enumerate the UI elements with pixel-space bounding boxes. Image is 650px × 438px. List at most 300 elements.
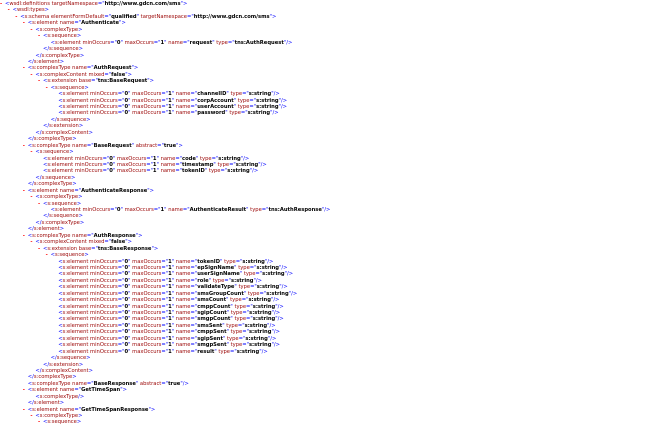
tag-bracket-close: /> xyxy=(273,91,280,98)
attribute-name: name xyxy=(160,161,176,168)
tag-name: s:complexContent xyxy=(41,367,89,374)
xml-tag-content: <s:element name="AuthenticateResponse"> xyxy=(27,187,154,194)
attribute-name: name xyxy=(72,380,87,387)
attribute-name: minOccurs xyxy=(90,342,118,349)
tag-bracket-close: > xyxy=(44,7,50,14)
xml-tag-content: <s:complexType name="AuthRequest"> xyxy=(27,65,139,72)
attribute-name: maxOccurs xyxy=(132,342,162,349)
attribute-value: s:string xyxy=(227,168,250,175)
tag-bracket-open: </ xyxy=(43,213,50,220)
attribute-value: 0 xyxy=(124,290,129,297)
tag-bracket-close: > xyxy=(84,84,89,91)
tag-bracket-open: </ xyxy=(27,400,34,407)
collapse-toggle[interactable]: - xyxy=(7,7,10,14)
attribute-value: s:string xyxy=(218,155,241,162)
attribute-value: qualified xyxy=(111,13,137,20)
tag-name: s:complexType xyxy=(32,142,71,149)
tag-bracket-open: </ xyxy=(43,123,50,130)
tag-bracket-open: < xyxy=(58,104,63,110)
tag-bracket-close: /> xyxy=(252,168,259,175)
tag-bracket-open: </ xyxy=(35,52,42,59)
tag-bracket-close: > xyxy=(72,181,77,188)
tag-name: s:sequence xyxy=(54,84,85,91)
tag-bracket-close: > xyxy=(76,200,82,207)
attribute-name: minOccurs xyxy=(90,91,118,98)
attribute-name: base xyxy=(78,78,92,85)
attribute-name: name xyxy=(59,406,75,413)
attribute-name: type xyxy=(230,329,243,336)
tag-name: s:sequence xyxy=(41,174,71,181)
tag-bracket-close: > xyxy=(78,213,83,220)
tag-name: s:element xyxy=(62,297,89,304)
collapse-toggle[interactable]: - xyxy=(22,232,25,239)
attribute-value: tns:BaseResponse xyxy=(97,245,152,252)
tag-bracket-open: < xyxy=(50,39,55,46)
xml-tag-content: <s:element minOccurs="0" maxOccurs="1" name="smgpCount" type="s:string"/> xyxy=(58,316,284,323)
attribute-name: type xyxy=(230,342,243,349)
tag-bracket-open: < xyxy=(27,387,33,394)
tag-name: s:element xyxy=(62,329,89,336)
tag-name: s:sequence xyxy=(47,200,77,207)
attribute-value: smgpSent xyxy=(197,342,227,349)
tag-name: s:sequence xyxy=(39,149,70,156)
tag-bracket-close: /> xyxy=(280,104,288,110)
collapse-toggle[interactable]: - xyxy=(22,187,25,194)
attribute-value: s:string xyxy=(248,329,272,336)
tag-bracket-close: > xyxy=(86,116,91,123)
attribute-name: maxOccurs xyxy=(132,110,162,117)
attribute-name: type xyxy=(217,161,230,168)
tag-bracket-close: > xyxy=(133,65,139,72)
attribute-value: 0 xyxy=(124,110,129,117)
attribute-value: GetTimeSpan xyxy=(81,387,121,394)
attribute-value: 1 xyxy=(168,303,172,310)
tag-bracket-open: </ xyxy=(43,361,50,368)
tag-name: s:element xyxy=(62,310,89,316)
collapse-toggle[interactable]: - xyxy=(22,20,25,27)
attribute-value: 1 xyxy=(168,310,172,316)
collapse-toggle[interactable]: - xyxy=(30,149,33,156)
attribute-value: s:string xyxy=(256,284,280,291)
collapse-toggle[interactable]: - xyxy=(22,142,25,149)
attribute-name: maxOccurs xyxy=(132,310,162,316)
attribute-value: 0 xyxy=(124,316,129,323)
attribute-name: minOccurs xyxy=(74,155,103,162)
tag-bracket-close: > xyxy=(76,419,82,426)
attribute-name: minOccurs xyxy=(90,348,118,355)
attribute-value: 0 xyxy=(124,97,129,104)
attribute-name: maxOccurs xyxy=(132,316,162,323)
attribute-value: s:string xyxy=(236,348,260,355)
tag-name: s:element xyxy=(62,290,89,297)
attribute-name: name xyxy=(175,310,191,316)
attribute-value: 1 xyxy=(168,316,172,323)
tag-bracket-close: > xyxy=(149,187,154,194)
xml-tag-content: <s:extension base="tns:BaseRequest"> xyxy=(43,78,155,85)
collapse-toggle[interactable]: - xyxy=(30,413,33,419)
tag-bracket-open: </ xyxy=(35,174,42,181)
attribute-name: type xyxy=(227,335,239,342)
tag-bracket-open: < xyxy=(27,380,33,387)
tag-name: s:element xyxy=(33,58,60,65)
attribute-value: 1 xyxy=(152,168,157,175)
tag-bracket-open: </ xyxy=(27,58,34,65)
attribute-name: maxOccurs xyxy=(116,168,147,175)
attribute-value: 1 xyxy=(152,161,157,168)
tag-name: s:complexContent xyxy=(39,71,87,78)
tag-bracket-close: > xyxy=(78,123,84,130)
attribute-name: minOccurs xyxy=(90,258,118,265)
attribute-name: type xyxy=(218,348,230,355)
tag-bracket-open: </ xyxy=(50,355,57,362)
xml-tag-content: <s:complexContent mixed="false"> xyxy=(35,239,133,246)
tag-bracket-close: /> xyxy=(182,380,189,387)
xml-tag-content: <s:element minOccurs="0" maxOccurs="1" name="sgipCount" type="s:string"/> xyxy=(58,310,281,316)
attribute-name: name xyxy=(168,207,183,213)
tag-bracket-close: /> xyxy=(287,271,294,278)
tag-bracket-close: > xyxy=(149,78,155,85)
attribute-value: s:string xyxy=(231,277,254,284)
attribute-value: 1 xyxy=(168,277,172,284)
tag-bracket-open: < xyxy=(12,7,17,14)
tag-name: s:element xyxy=(33,226,60,233)
attribute-name: minOccurs xyxy=(90,322,118,329)
attribute-value: 0 xyxy=(116,39,121,46)
tag-bracket-open: < xyxy=(58,91,63,98)
attribute-name: name xyxy=(59,187,75,194)
tag-bracket-close: > xyxy=(88,367,93,374)
collapse-toggle[interactable]: - xyxy=(45,84,48,91)
attribute-value: 1 xyxy=(168,284,172,291)
xml-tag-content: <s:complexContent mixed="false"> xyxy=(35,71,133,78)
tag-name: s:extension xyxy=(49,123,79,130)
tag-name: s:extension xyxy=(47,78,78,85)
xml-tag-content: <s:extension base="tns:BaseResponse"> xyxy=(43,245,159,252)
attribute-value: s:string xyxy=(235,161,259,168)
tag-bracket-open: < xyxy=(35,194,40,201)
attribute-value: epSignName xyxy=(197,264,235,271)
attribute-value: 0 xyxy=(116,207,121,213)
attribute-value: s:string xyxy=(262,271,285,278)
tag-name: s:element xyxy=(54,39,81,46)
collapse-toggle[interactable]: - xyxy=(22,387,25,394)
tag-bracket-open: </ xyxy=(27,181,34,188)
tag-bracket-open: < xyxy=(58,348,63,355)
attribute-value: 1 xyxy=(168,348,172,355)
tag-name: s:element xyxy=(62,322,89,329)
attribute-name: maxOccurs xyxy=(124,207,154,213)
collapse-toggle[interactable]: - xyxy=(38,78,41,85)
attribute-value: http://www.gdcn.com/sms xyxy=(193,13,270,20)
tag-bracket-close: > xyxy=(76,33,82,40)
tag-bracket-open: < xyxy=(58,297,63,304)
attribute-name: name xyxy=(175,110,191,117)
xml-tag-content: <s:element minOccurs="0" maxOccurs="1" name="smgpSent" type="s:string"/> xyxy=(58,342,280,349)
attribute-name: type xyxy=(243,271,256,278)
tag-bracket-close: > xyxy=(122,387,127,394)
collapse-toggle[interactable]: - xyxy=(22,406,25,413)
attribute-value: Authenticate xyxy=(81,20,120,27)
attribute-name: name xyxy=(175,290,191,297)
tag-name: s:complexType xyxy=(32,232,71,239)
attribute-value: 0 xyxy=(124,104,129,110)
collapse-toggle[interactable]: - xyxy=(38,245,41,252)
tag-bracket-open: < xyxy=(50,84,55,91)
collapse-toggle[interactable]: - xyxy=(0,1,3,7)
attribute-value: smgpCount xyxy=(197,316,231,323)
xml-tag-content: <s:schema elementFormDefault="qualified" targetNamespace="http://www.gdcn.com/sms"> xyxy=(20,13,277,20)
tag-name: s:complexType xyxy=(39,26,79,33)
attribute-value: s:string xyxy=(248,297,271,304)
attribute-value: timestamp xyxy=(182,161,214,168)
attribute-name: type xyxy=(216,39,228,46)
tag-bracket-open: < xyxy=(58,316,63,323)
xml-tag-content: <s:element minOccurs="0" maxOccurs="1" name="smsGroupCount" type="s:string"/> xyxy=(58,290,298,297)
attribute-value: AuthResponse xyxy=(93,232,136,239)
attribute-name: name xyxy=(175,335,191,342)
tag-bracket-close: > xyxy=(153,245,159,252)
tag-bracket-close: > xyxy=(86,355,91,362)
tag-bracket-close: /> xyxy=(272,110,279,117)
tag-bracket-close: > xyxy=(79,219,85,226)
collapse-toggle[interactable]: - xyxy=(22,65,25,72)
attribute-name: type xyxy=(238,284,251,291)
tag-name: s:element xyxy=(62,264,89,271)
attribute-value: code xyxy=(182,155,196,162)
attribute-name: type xyxy=(234,316,247,323)
attribute-value: s:string xyxy=(247,110,271,117)
attribute-name: name xyxy=(175,91,191,98)
xml-line[interactable] xyxy=(0,419,650,425)
tag-bracket-open: < xyxy=(50,252,55,259)
attribute-value: 0 xyxy=(124,271,129,278)
collapse-toggle[interactable]: - xyxy=(30,26,33,33)
attribute-value: s:string xyxy=(256,264,280,271)
attribute-value: 1 xyxy=(168,91,172,98)
collapse-toggle[interactable]: - xyxy=(15,13,18,20)
tag-bracket-open: < xyxy=(58,110,63,117)
attribute-name: abstract xyxy=(135,142,158,149)
xml-tag-content xyxy=(43,419,81,425)
xml-tag-content: <s:element minOccurs="0" maxOccurs="1" name="password" type="s:string"/> xyxy=(58,110,279,117)
attribute-name: name xyxy=(175,303,191,310)
xml-tag-content: <s:element minOccurs="0" maxOccurs="1" name="cmppSent" type="s:string"/> xyxy=(58,329,280,336)
tag-name: s:element xyxy=(47,161,74,168)
tag-bracket-close: > xyxy=(88,129,93,136)
tag-bracket-close: /> xyxy=(277,316,284,323)
tag-bracket-close: > xyxy=(70,174,76,181)
collapse-toggle[interactable]: - xyxy=(45,252,48,259)
tag-name: wsdl:types xyxy=(16,7,45,14)
attribute-value: result xyxy=(197,348,215,355)
attribute-value: sgipCount xyxy=(197,310,227,316)
tag-bracket-open: < xyxy=(50,207,55,213)
attribute-name: name xyxy=(175,104,191,110)
collapse-toggle[interactable]: - xyxy=(30,71,33,78)
attribute-name: minOccurs xyxy=(90,297,118,304)
attribute-name: minOccurs xyxy=(90,110,118,117)
tag-name: s:complexType xyxy=(33,374,73,381)
tag-bracket-close: > xyxy=(72,374,77,381)
attribute-value: s:string xyxy=(244,322,268,329)
attribute-name: minOccurs xyxy=(90,97,118,104)
tag-bracket-open: < xyxy=(27,187,33,194)
attribute-value: s:string xyxy=(245,335,268,342)
attribute-name: maxOccurs xyxy=(132,258,162,265)
collapse-toggle[interactable]: - xyxy=(38,419,41,426)
attribute-name: maxOccurs xyxy=(132,297,162,304)
attribute-name: type xyxy=(234,303,247,310)
attribute-name: maxOccurs xyxy=(132,104,162,110)
tag-bracket-close: > xyxy=(69,149,74,156)
tag-bracket-close: > xyxy=(127,239,133,246)
xml-tag-content: <s:element minOccurs="0" maxOccurs="1" name="epSignName" type="s:string"/> xyxy=(58,264,288,271)
attribute-value: validateType xyxy=(197,284,235,291)
attribute-name: type xyxy=(224,258,236,265)
tag-name: s:element xyxy=(62,348,89,355)
attribute-name: name xyxy=(175,258,191,265)
tag-bracket-close: > xyxy=(78,194,83,201)
attribute-name: elementFormDefault xyxy=(50,13,105,20)
tag-bracket-open: < xyxy=(27,142,33,149)
tag-bracket-close: /> xyxy=(270,335,277,342)
attribute-name: name xyxy=(168,39,183,46)
attribute-name: maxOccurs xyxy=(132,277,162,284)
tag-name: s:complexType xyxy=(41,219,80,226)
xml-tag-content: <s:element minOccurs="0" maxOccurs="1" name="corpAccount" type="s:string"/> xyxy=(58,97,288,104)
collapse-toggle[interactable]: - xyxy=(38,200,41,207)
attribute-name: minOccurs xyxy=(90,310,118,316)
tag-name: s:element xyxy=(62,271,89,278)
attribute-value: false xyxy=(111,71,126,78)
tag-name: s:element xyxy=(62,342,89,349)
attribute-value: AuthenticateResult xyxy=(189,207,247,213)
attribute-value: 1 xyxy=(168,290,172,297)
attribute-value: AuthenticateResponse xyxy=(81,187,148,194)
xml-tag-content: <s:element minOccurs="0" maxOccurs="1" name="tokenID" type="s:string"/> xyxy=(43,168,259,175)
attribute-name: type xyxy=(230,310,243,316)
tag-name: s:element xyxy=(32,20,58,27)
attribute-name: type xyxy=(208,168,221,175)
xml-tag-content: <s:complexType name="BaseRequest" abstract="true"> xyxy=(27,142,183,149)
attribute-value: 1 xyxy=(168,110,172,117)
attribute-name: name xyxy=(175,316,191,323)
tag-bracket-close: > xyxy=(78,413,83,419)
tag-bracket-open: </ xyxy=(50,116,57,123)
attribute-value: 1 xyxy=(168,297,172,304)
tag-name: s:complexType xyxy=(41,52,80,59)
tag-bracket-open: < xyxy=(43,419,48,426)
attribute-value: tokenID xyxy=(197,258,221,265)
attribute-name: minOccurs xyxy=(90,290,118,297)
attribute-name: name xyxy=(175,264,191,271)
tag-bracket-open: < xyxy=(58,277,63,284)
attribute-name: minOccurs xyxy=(90,284,118,291)
tag-bracket-open: < xyxy=(43,245,48,252)
tag-name: s:complexContent xyxy=(39,239,87,246)
tag-name: s:element xyxy=(62,97,89,104)
attribute-name: name xyxy=(175,329,191,336)
attribute-value: 0 xyxy=(109,155,113,162)
tag-name: s:element xyxy=(62,91,89,98)
attribute-value: 1 xyxy=(168,329,172,336)
xml-tag-content: <s:element minOccurs="0" maxOccurs="1" name="sgipSent" type="s:string"/> xyxy=(58,335,277,342)
attribute-value: GetTimeSpanResponse xyxy=(81,406,149,413)
xml-tag-content: <s:element minOccurs="0" maxOccurs="1" name="validateType" type="s:string"/> xyxy=(58,284,288,291)
attribute-value: 1 xyxy=(168,258,172,265)
attribute-name: maxOccurs xyxy=(116,155,147,162)
attribute-name: name xyxy=(175,297,191,304)
attribute-value: 0 xyxy=(109,161,113,168)
attribute-name: name xyxy=(72,232,87,239)
attribute-value: 0 xyxy=(124,348,129,355)
tag-name: s:element xyxy=(54,207,81,213)
tag-bracket-open: < xyxy=(43,78,48,85)
tag-bracket-open: </ xyxy=(35,219,42,226)
attribute-value: 0 xyxy=(124,297,129,304)
xml-tag-content: <s:element name="Authenticate"> xyxy=(27,20,126,27)
xml-tag-content: <s:element minOccurs="0" maxOccurs="1" name="smsCount" type="s:string"/> xyxy=(58,297,280,304)
attribute-value: smsCount xyxy=(197,297,227,304)
tag-bracket-close: /> xyxy=(274,310,281,316)
tag-bracket-close: > xyxy=(138,232,143,239)
tag-bracket-open: < xyxy=(58,97,63,104)
xml-tag-content: <s:element minOccurs="0" maxOccurs="1" name="request" type="tns:AuthRequest"/> xyxy=(50,39,293,46)
tag-name: s:sequence xyxy=(56,355,87,362)
collapse-toggle[interactable]: - xyxy=(38,33,41,40)
attribute-value: corpAccount xyxy=(197,97,234,104)
tag-bracket-close: /> xyxy=(273,342,280,349)
tag-bracket-open: < xyxy=(43,33,48,40)
attribute-name: maxOccurs xyxy=(116,161,147,168)
attribute-value: 0 xyxy=(124,335,129,342)
attribute-value: s:string xyxy=(252,316,276,323)
tag-bracket-open: </ xyxy=(27,374,34,381)
attribute-name: minOccurs xyxy=(90,316,118,323)
tag-name: s:element xyxy=(32,406,58,413)
tag-name: s:element xyxy=(62,277,89,284)
attribute-name: maxOccurs xyxy=(132,348,162,355)
collapse-toggle[interactable]: - xyxy=(30,239,33,246)
tag-name: s:complexType xyxy=(32,380,71,387)
tag-name: s:element xyxy=(62,284,89,291)
attribute-name: name xyxy=(175,342,191,349)
attribute-name: name xyxy=(72,142,87,149)
tag-bracket-close: /> xyxy=(260,161,267,168)
attribute-value: cmppCount xyxy=(197,303,231,310)
attribute-name: maxOccurs xyxy=(124,39,154,46)
tag-bracket-open: < xyxy=(35,71,40,78)
collapse-toggle[interactable]: - xyxy=(30,194,33,201)
attribute-value: 0 xyxy=(124,284,129,291)
attribute-name: targetNamespace xyxy=(51,1,98,7)
attribute-name: name xyxy=(175,322,191,329)
attribute-name: type xyxy=(212,277,225,284)
attribute-name: minOccurs xyxy=(90,277,118,284)
attribute-value: 1 xyxy=(168,342,172,349)
xml-tag-content: <s:complexType name="BaseResponse" abstract="true"/> xyxy=(27,380,189,387)
tag-bracket-close: /> xyxy=(291,290,298,297)
attribute-name: minOccurs xyxy=(90,303,118,310)
attribute-value: 1 xyxy=(160,39,165,46)
attribute-value: 1 xyxy=(160,207,165,213)
attribute-name: minOccurs xyxy=(82,207,111,213)
tag-bracket-close: > xyxy=(272,13,277,20)
tag-bracket-close: > xyxy=(182,1,188,7)
tag-bracket-close: > xyxy=(59,226,65,233)
attribute-name: type xyxy=(247,290,260,297)
tag-name: s:complexType xyxy=(33,136,73,143)
